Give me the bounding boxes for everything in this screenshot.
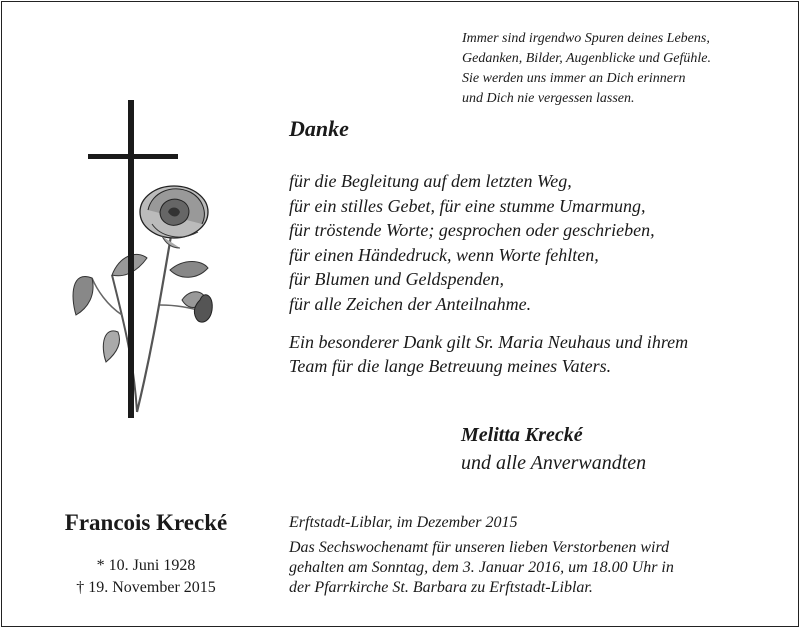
thanks-line: für die Begleitung auf dem letzten Weg,: [289, 171, 572, 191]
poem-line: Gedanken, Bilder, Augenblicke und Gefühle.: [462, 51, 711, 66]
thanks-line: für Blumen und Geldspenden,: [289, 269, 504, 290]
mass-line: der Pfarrkirche St. Barbara zu Erftstadt-Liblar.: [289, 579, 593, 596]
thanks-heading: Danke: [289, 116, 349, 141]
mass-line: gehalten am Sonntag, dem 3. Januar 2016, um 18.00 Uhr in: [289, 559, 674, 576]
thanks-line: für einen Händedruck, wenn Worte fehlten,: [289, 244, 599, 265]
death-date: † 19. November 2015: [76, 579, 216, 596]
poem-line: Sie werden uns immer an Dich erinnern: [462, 71, 686, 86]
thanks-line: für tröstende Worte; gesprochen oder geschrieben,: [289, 220, 655, 241]
deceased-name: Francois Krecké: [64, 510, 228, 535]
thanks-line: für alle Zeichen der Anteilnahme.: [289, 293, 532, 314]
special-thanks-line: Ein besonderer Dank gilt Sr. Maria Neuhaus und ihrem: [289, 332, 689, 352]
life-dates: [26, 555, 266, 599]
signer-family: und alle Anverwandten: [461, 452, 647, 474]
memorial-poem: [462, 29, 782, 109]
thanks-line: für ein stilles Gebet, für eine stumme Umarmung,: [289, 195, 646, 216]
mass-line: Das Sechswochenamt für unseren lieben Verstorbenen wird: [289, 539, 670, 556]
location-date: Erftstadt-Liblar, im Dezember 2015: [289, 514, 518, 531]
thanks-list: [289, 169, 769, 317]
cross-and-rose-artwork: [62, 100, 222, 420]
memorial-mass-notice: [289, 538, 772, 598]
special-thanks-line: Team für die lange Betreuung meines Vaters.: [289, 356, 612, 376]
obituary-notice: [1, 1, 799, 627]
deceased-block: [26, 509, 266, 599]
poem-line: und Dich nie vergessen lassen.: [462, 91, 635, 106]
rose-icon: [73, 186, 212, 412]
birth-date: * 10. Juni 1928: [96, 557, 196, 574]
poem-line: Immer sind irgendwo Spuren deines Lebens,: [462, 31, 710, 46]
cross-icon: [88, 100, 178, 418]
signer-name: Melitta Krecké: [461, 424, 583, 446]
special-thanks: [289, 330, 769, 378]
